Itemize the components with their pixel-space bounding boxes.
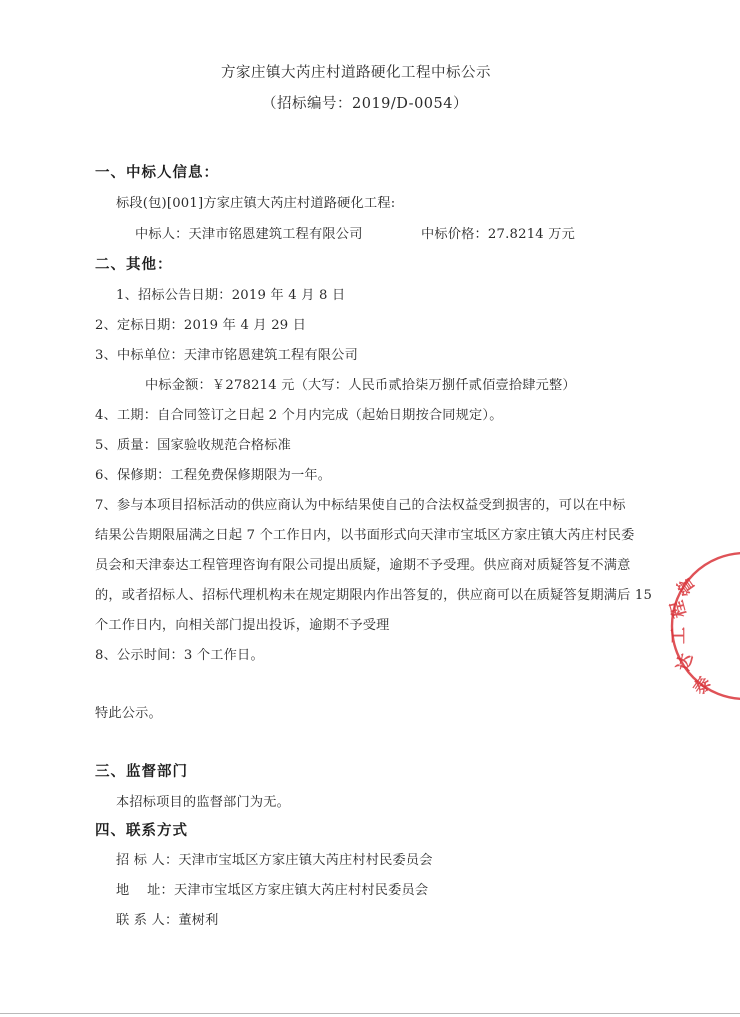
list-item-duration: 4、工期：自合同签订之日起 2 个月内完成（起始日期按合同规定）。 (95, 408, 503, 423)
svg-text:程: 程 (667, 598, 691, 620)
svg-text:管: 管 (673, 573, 701, 599)
section-heading-contact: 四、联系方式 (95, 823, 188, 839)
winner-name: 中标人：天津市铭恩建筑工程有限公司 (135, 227, 363, 242)
list-item-award-date: 2、定标日期：2019 年 4 月 29 日 (95, 318, 307, 333)
section-heading-winner-info: 一、中标人信息： (95, 165, 219, 181)
contact-tenderer: 招 标 人：天津市宝坻区方家庄镇大芮庄村村民委员会 (116, 853, 433, 868)
seal-characters (666, 573, 716, 699)
contact-address: 地 址：天津市宝坻区方家庄镇大芮庄村村民委员会 (116, 883, 429, 898)
notice-closing: 特此公示。 (95, 706, 162, 721)
winning-price: 中标价格：27.8214 万元 (421, 227, 576, 242)
list-item-objection-line3: 员会和天津泰达工程管理咨询有限公司提出质疑，逾期不予受理。供应商对质疑答复不满意 (95, 558, 631, 573)
list-item-quality: 5、质量：国家验收规范合格标准 (95, 438, 292, 453)
list-item-winning-unit: 3、中标单位：天津市铭恩建筑工程有限公司 (95, 348, 358, 363)
tender-number: （招标编号：2019/D-0054） (262, 96, 468, 112)
official-seal-stamp (660, 548, 740, 708)
page-bottom-border (0, 1013, 740, 1014)
section-heading-supervision: 三、监督部门 (95, 764, 188, 780)
lot-line: 标段(包)[001]方家庄镇大芮庄村道路硬化工程: (116, 196, 396, 211)
list-item-objection-line5: 个工作日内，向相关部门提出投诉，逾期不予受理 (95, 618, 390, 633)
list-item-announcement-date: 1、招标公告日期：2019 年 4 月 8 日 (116, 288, 346, 303)
svg-text:泰: 泰 (689, 673, 716, 699)
contact-person: 联 系 人：董树利 (116, 913, 219, 928)
section-heading-other: 二、其他： (95, 257, 173, 273)
list-item-objection-line2: 结果公告期限届满之日起 7 个工作日内，以书面形式向天津市宝坻区方家庄镇大芮庄村民委 (95, 528, 635, 543)
list-item-publicity-period: 8、公示时间：3 个工作日。 (95, 648, 264, 663)
list-item-winning-amount: 中标金额：￥278214 元（大写：人民币贰拾柒万捌仟贰佰壹拾肆元整） (145, 378, 576, 393)
supervision-text: 本招标项目的监督部门为无。 (116, 795, 291, 810)
document-title: 方家庄镇大芮庄村道路硬化工程中标公示 (221, 65, 491, 81)
list-item-objection-line4: 的，或者招标人、招标代理机构未在规定期限内作出答复的，供应商可以在质疑答复期满后 15 (95, 588, 653, 603)
list-item-warranty: 6、保修期：工程免费保修期限为一年。 (95, 468, 332, 483)
svg-text:达: 达 (673, 651, 698, 674)
list-item-objection-line1: 7、参与本项目招标活动的供应商认为中标结果使自己的合法权益受到损害的，可以在中标 (95, 498, 626, 513)
svg-text:工: 工 (669, 627, 689, 644)
